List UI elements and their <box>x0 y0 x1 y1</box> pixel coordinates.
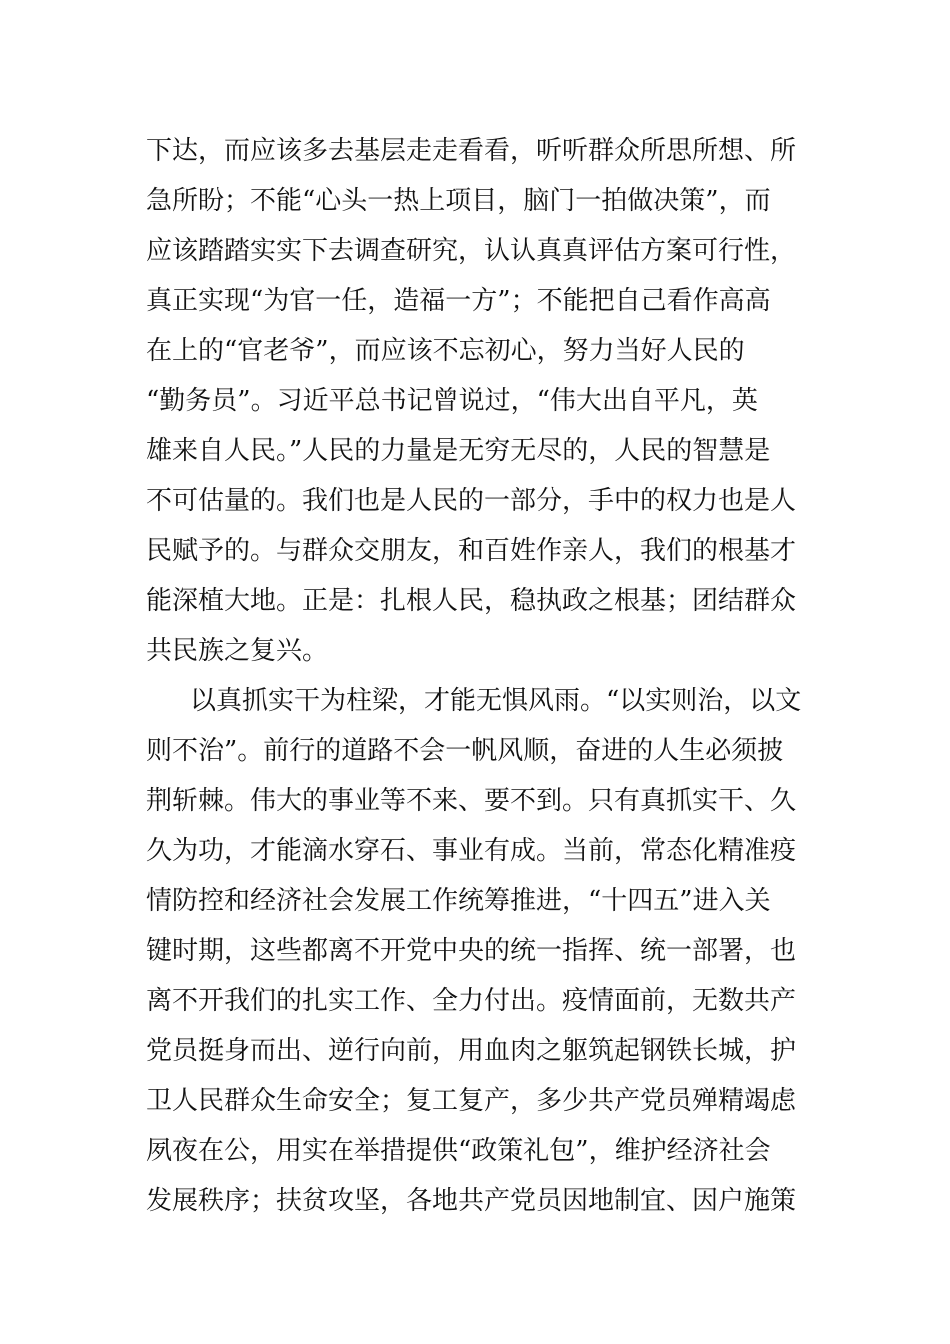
text-line: 下达，而应该多去基层走走看看，听听群众所思所想、所 <box>146 136 797 166</box>
text-line: 则不治”。前行的道路不会一帆风顺，奋进的人生必须披 <box>146 736 784 766</box>
text-line: 久为功，才能滴水穿石、事业有成。当前，常态化精准疫 <box>146 836 797 866</box>
text-line: 键时期，这些都离不开党中央的统一指挥、统一部署，也 <box>146 936 797 966</box>
text-line: 民赋予的。与群众交朋友，和百姓作亲人，我们的根基才 <box>146 536 797 566</box>
text-line: “勤务员”。习近平总书记曾说过，“伟大出自平凡，英 <box>146 386 758 416</box>
paragraph-2 <box>146 676 806 1226</box>
text-line: 以真抓实干为柱梁，才能无惧风雨。“以实则治，以文 <box>190 686 802 716</box>
text-line: 党员挺身而出、逆行向前，用血肉之躯筑起钢铁长城，护 <box>146 1036 797 1066</box>
text-line: 在上的“官老爷”，而应该不忘初心，努力当好人民的 <box>146 336 745 366</box>
document-body <box>146 126 806 1226</box>
text-line: 发展秩序；扶贫攻坚，各地共产党员因地制宜、因户施策 <box>146 1186 797 1216</box>
text-line: 雄来自人民。”人民的力量是无穷无尽的，人民的智慧是 <box>146 436 771 466</box>
text-line: 急所盼；不能“心头一热上项目，脑门一拍做决策”，而 <box>146 186 771 216</box>
text-line: 情防控和经济社会发展工作统筹推进，“十四五”进入关 <box>146 886 771 916</box>
text-line: 卫人民群众生命安全；复工复产，多少共产党员殚精竭虑 <box>146 1086 797 1116</box>
text-line: 荆斩棘。伟大的事业等不来、要不到。只有真抓实干、久 <box>146 786 797 816</box>
paragraph-1 <box>146 126 806 676</box>
text-line: 真正实现“为官一任，造福一方”；不能把自己看作高高 <box>146 286 771 316</box>
text-line: 共民族之复兴。 <box>146 636 329 666</box>
text-line: 能深植大地。正是：扎根人民，稳执政之根基；团结群众 <box>146 586 797 616</box>
text-line: 夙夜在公，用实在举措提供“政策礼包”，维护经济社会 <box>146 1136 771 1166</box>
text-line: 应该踏踏实实下去调查研究，认认真真评估方案可行性， <box>146 236 797 266</box>
text-line: 不可估量的。我们也是人民的一部分，手中的权力也是人 <box>146 486 797 516</box>
text-line: 离不开我们的扎实工作、全力付出。疫情面前，无数共产 <box>146 986 797 1016</box>
